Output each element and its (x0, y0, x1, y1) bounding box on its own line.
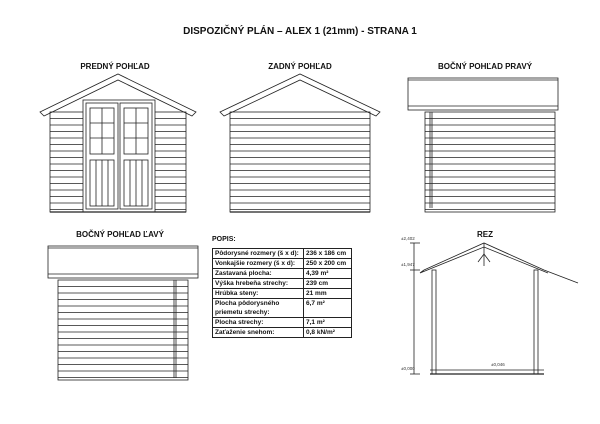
spec-label: Výška hrebeňa strechy: (213, 279, 304, 289)
spec-label: Hrúbka steny: (213, 289, 304, 299)
spec-value: 4,39 m² (304, 269, 352, 279)
spec-row (213, 318, 352, 328)
section-dim-eave: ±1,947 (401, 262, 415, 267)
spec-value: 21 mm (304, 289, 352, 299)
side-left-drawing (48, 246, 198, 380)
spec-label: Zaťaženie snehom: (213, 328, 304, 338)
spec-row (213, 328, 352, 338)
spec-label: Pôdorysné rozmery (š x d): (213, 249, 304, 259)
section-drawing (410, 243, 578, 374)
spec-label: Vonkajšie rozmery (š x d): (213, 259, 304, 269)
back-view-label: ZADNÝ POHĽAD (268, 62, 332, 71)
section-dim-base: ±0,000 (401, 366, 415, 371)
spec-label: Plocha pôdorysného priemetu strechy: (213, 299, 304, 318)
side-right-drawing (408, 78, 558, 212)
section-dim-floor: ±0,046 (491, 362, 505, 367)
spec-value: 250 x 200 cm (304, 259, 352, 269)
spec-table (212, 248, 352, 338)
spec-label: Plocha strechy: (213, 318, 304, 328)
spec-label: Zastavaná plocha: (213, 269, 304, 279)
popis-title: POPIS: (212, 236, 236, 243)
front-view-label: PREDNÝ POHĽAD (80, 62, 150, 71)
side-left-view-label: BOČNÝ POHĽAD ĽAVÝ (76, 230, 164, 239)
section-view-label: REZ (477, 230, 493, 239)
spec-value: 6,7 m² (304, 299, 352, 318)
spec-value: 0,8 kN/m² (304, 328, 352, 338)
back-view-drawing (220, 74, 380, 212)
spec-row (213, 279, 352, 289)
front-view-drawing (40, 74, 196, 212)
section-dim-top: ±2,402 (401, 236, 415, 241)
page-title: DISPOZIČNÝ PLÁN – ALEX 1 (21mm) - STRANA 1 (183, 26, 417, 37)
spec-row (213, 299, 352, 318)
spec-value: 236 x 186 cm (304, 249, 352, 259)
spec-row (213, 269, 352, 279)
spec-value: 239 cm (304, 279, 352, 289)
spec-row (213, 259, 352, 269)
spec-row (213, 289, 352, 299)
spec-row (213, 249, 352, 259)
side-right-view-label: BOČNÝ POHĽAD PRAVÝ (437, 62, 533, 71)
spec-value: 7,1 m² (304, 318, 352, 328)
